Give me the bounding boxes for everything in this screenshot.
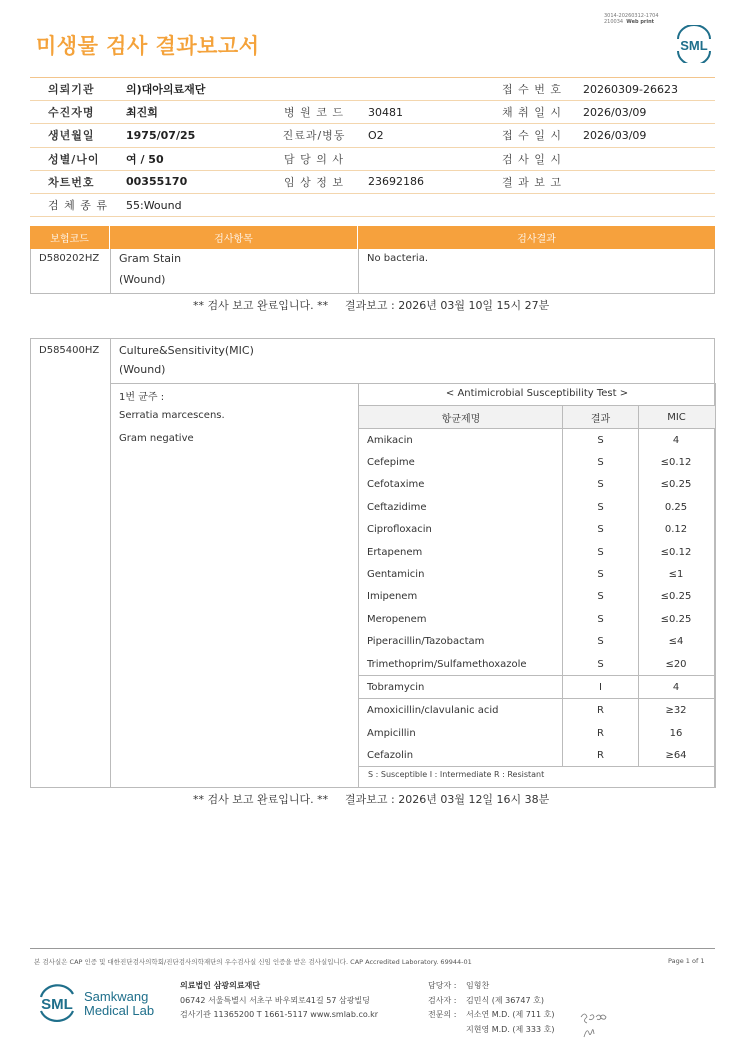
antibiotic-name: Amoxicillin/clavulanic acid <box>367 705 499 717</box>
antibiotic-result: R <box>597 750 604 762</box>
antibiotic-mic: ≤20 <box>665 658 687 670</box>
antibiotic-name: Gentamicin <box>367 569 425 581</box>
results-header <box>30 226 715 249</box>
antibiotic-mic: 0.12 <box>664 524 688 536</box>
col-result: 결과 <box>590 413 611 425</box>
info-label <box>491 194 573 216</box>
info-label: 임 상 정 보 <box>284 175 344 189</box>
staff-name: 임형찬 <box>466 981 490 990</box>
antibiotic-result: S <box>597 434 604 446</box>
test-gram-stain <box>30 249 715 294</box>
info-label: 검 체 종 류 <box>48 199 108 213</box>
info-value: O2 <box>368 128 384 142</box>
test-name: Gram Stain <box>119 252 182 265</box>
antibiotic-result: S <box>597 591 604 603</box>
antibiotic-row <box>359 631 714 653</box>
antibiotic-result: R <box>597 705 604 717</box>
antibiotic-row <box>359 653 714 675</box>
test-result: No bacteria. <box>367 253 429 264</box>
staff-row <box>428 1023 554 1038</box>
ast-header-row <box>359 406 715 428</box>
antibiotic-row <box>359 429 714 451</box>
antibiotic-row <box>359 608 714 630</box>
antibiotic-name: Tobramycin <box>367 682 425 694</box>
info-row <box>30 124 715 147</box>
staff-role: 담당자 : <box>428 981 457 990</box>
info-value: 30481 <box>368 105 403 119</box>
svg-text:SML: SML <box>680 38 708 53</box>
info-row <box>30 148 715 171</box>
info-value: 20260309-26623 <box>583 82 678 96</box>
staff-name: 김민식 (제 36747 호) <box>466 995 544 1005</box>
svg-text:SML: SML <box>41 996 73 1013</box>
info-value: 여 / 50 <box>126 152 164 166</box>
info-label <box>273 78 355 100</box>
info-row <box>30 101 715 124</box>
header-test-item: 검사항목 <box>110 226 358 249</box>
info-value <box>573 194 715 216</box>
report-time: 결과보고 : 2026년 03월 10일 15시 27분 <box>345 299 550 312</box>
info-row <box>30 194 715 217</box>
antibiotic-name: Piperacillin/Tazobactam <box>367 636 485 648</box>
antibiotic-row <box>359 722 714 744</box>
test-specimen: (Wound) <box>119 273 166 286</box>
antibiotic-mic: ≥32 <box>665 705 687 717</box>
info-label: 수진자명 <box>48 106 95 120</box>
col-drug: 항균제명 <box>441 413 481 425</box>
antibiotic-name: Amikacin <box>367 434 413 446</box>
antibiotic-row <box>359 563 714 585</box>
antibiotic-mic: 16 <box>669 727 683 739</box>
antibiotic-result: S <box>597 524 604 536</box>
info-value: 00355170 <box>126 175 188 189</box>
info-label: 병 원 코 드 <box>284 106 344 120</box>
gram-type: Gram negative <box>119 433 194 444</box>
antibiotic-mic: ≤0.25 <box>660 613 692 625</box>
signature-image <box>578 1007 610 1041</box>
info-value: 55:Wound <box>126 198 182 212</box>
staff-name: 서소연 M.D. (제 711 호) <box>466 1010 555 1019</box>
staff-row <box>428 979 554 994</box>
staff-row <box>428 1008 554 1023</box>
antibiotic-row <box>359 745 714 767</box>
info-label: 접 수 일 시 <box>502 129 562 143</box>
info-value: 2026/03/09 <box>583 105 647 119</box>
info-value <box>355 78 491 100</box>
antibiotic-result: S <box>597 546 604 558</box>
antibiotic-name: Ciprofloxacin <box>367 524 432 536</box>
antibiotic-name: Cefazolin <box>367 750 414 762</box>
test-specimen: (Wound) <box>119 363 166 376</box>
antibiotic-result: S <box>597 658 604 670</box>
staff-role: 전문의 : <box>428 1010 457 1019</box>
staff-role: 검사자 : <box>428 995 457 1005</box>
antibiotic-mic: ≤0.25 <box>660 479 692 491</box>
info-value <box>573 171 715 193</box>
staff-role <box>428 1023 466 1038</box>
antibiotic-name: Trimethoprim/Sulfamethoxazole <box>367 658 527 670</box>
antibiotic-result: S <box>597 457 604 469</box>
antibiotic-name: Ceftazidime <box>367 501 427 513</box>
test-code: D585400HZ <box>39 345 100 356</box>
antibiotic-mic: 0.25 <box>664 501 688 513</box>
info-value: 23692186 <box>368 175 424 189</box>
info-label: 결 과 보 고 <box>502 175 562 189</box>
footer-divider <box>30 948 715 949</box>
info-label: 진료과/병동 <box>282 129 346 143</box>
antibiotic-row <box>359 474 714 496</box>
antibiotic-row <box>359 676 714 698</box>
info-label: 담 당 의 사 <box>284 152 344 166</box>
col-mic: MIC <box>667 411 686 423</box>
antibiotic-row <box>359 541 714 563</box>
antibiotic-row <box>359 451 714 473</box>
patient-info-table <box>30 77 715 217</box>
info-value: 의)대아의료재단 <box>126 83 206 97</box>
report-complete-notice: ** 검사 보고 완료입니다. ** <box>193 793 329 806</box>
info-label: 검 사 일 시 <box>502 152 562 166</box>
ast-legend: S : Susceptible I : Intermediate R : Resistant <box>368 770 545 779</box>
antibiotic-row <box>359 519 714 541</box>
info-label: 채 취 일 시 <box>502 106 562 120</box>
antibiotic-name: Meropenem <box>367 613 427 625</box>
info-label: 생년월일 <box>48 129 95 143</box>
antibiotic-name: Ertapenem <box>367 546 423 558</box>
test-code: D580202HZ <box>39 253 100 264</box>
report-time: 결과보고 : 2026년 03월 12일 16시 38분 <box>345 793 550 806</box>
antibiotic-mic: ≥64 <box>665 750 687 762</box>
info-row <box>30 78 715 101</box>
antibiotic-mic: 4 <box>672 682 680 694</box>
brand-name: Samkwang Medical Lab <box>84 989 155 1018</box>
info-label <box>273 194 355 216</box>
antibiotic-result: S <box>597 569 604 581</box>
strain-label: 1번 균주 : <box>119 392 165 403</box>
antibiotic-mic: 4 <box>672 434 680 446</box>
test-name: Culture&Sensitivity(MIC) <box>119 344 254 357</box>
header-insurance-code: 보험코드 <box>30 226 110 249</box>
antibiotic-name: Cefotaxime <box>367 479 425 491</box>
ast-title: < Antimicrobial Susceptibility Test > <box>445 388 629 399</box>
info-value: 1975/07/25 <box>126 128 196 142</box>
antibiotic-result: S <box>597 613 604 625</box>
info-value: 최진희 <box>126 106 158 120</box>
antibiotic-row <box>359 700 714 722</box>
antibiotic-row <box>359 586 714 608</box>
antibiotic-result: S <box>597 479 604 491</box>
antibiotic-mic: ≤0.12 <box>660 546 692 558</box>
antibiotic-name: Ampicillin <box>367 727 416 739</box>
info-label: 접 수 번 호 <box>502 83 562 97</box>
certification-notice: 본 검사실은 CAP 인증 및 대한진단검사의학회/진단검사의학재단의 우수검사실 신임 인증을 받은 검사실입니다. CAP Accredited Laboratory. 69944-01 <box>34 958 472 966</box>
org-info: 의료법인 삼광의료재단 06742 서울특별시 서초구 바우뫼로41길 57 삼광빌딩 검사기관 11365200 T 1661-5117 www.smlab.co.kr <box>180 981 379 1019</box>
antibiotic-name: Cefepime <box>367 457 415 469</box>
report-complete-notice: ** 검사 보고 완료입니다. ** <box>193 299 329 312</box>
antibiotic-result: R <box>597 727 604 739</box>
sml-logo <box>674 25 714 63</box>
antibiotic-mic: ≤1 <box>668 569 684 581</box>
page-number: Page 1 of 1 <box>668 957 705 965</box>
sml-footer-logo <box>36 981 78 1025</box>
document-id: 3014-20260312-1704 210034 Web print <box>604 13 659 25</box>
info-row <box>30 171 715 194</box>
info-value <box>355 148 491 170</box>
organism-name: Serratia marcescens. <box>119 410 225 421</box>
antibiotic-result: S <box>597 636 604 648</box>
antibiotic-mic: ≤0.12 <box>660 457 692 469</box>
antibiotic-mic: ≤0.25 <box>660 591 692 603</box>
staff-name: 지현영 M.D. (제 333 호) <box>466 1024 555 1034</box>
antibiotic-result: S <box>597 501 604 513</box>
info-label: 의뢰기관 <box>48 83 95 97</box>
antibiotic-mic: ≤4 <box>668 636 684 648</box>
info-label: 성별/나이 <box>48 152 100 166</box>
info-label: 차트번호 <box>48 175 95 189</box>
info-value <box>573 148 715 170</box>
report-title: 미생물 검사 결과보고서 <box>36 34 260 58</box>
antibiotic-result: I <box>599 682 602 694</box>
info-value: 2026/03/09 <box>583 128 647 142</box>
header-test-result: 검사결과 <box>517 234 556 245</box>
info-value <box>355 194 491 216</box>
antibiotic-row <box>359 496 714 518</box>
staff-list <box>428 979 554 1037</box>
staff-row <box>428 994 554 1009</box>
antibiotic-name: Imipenem <box>367 591 418 603</box>
